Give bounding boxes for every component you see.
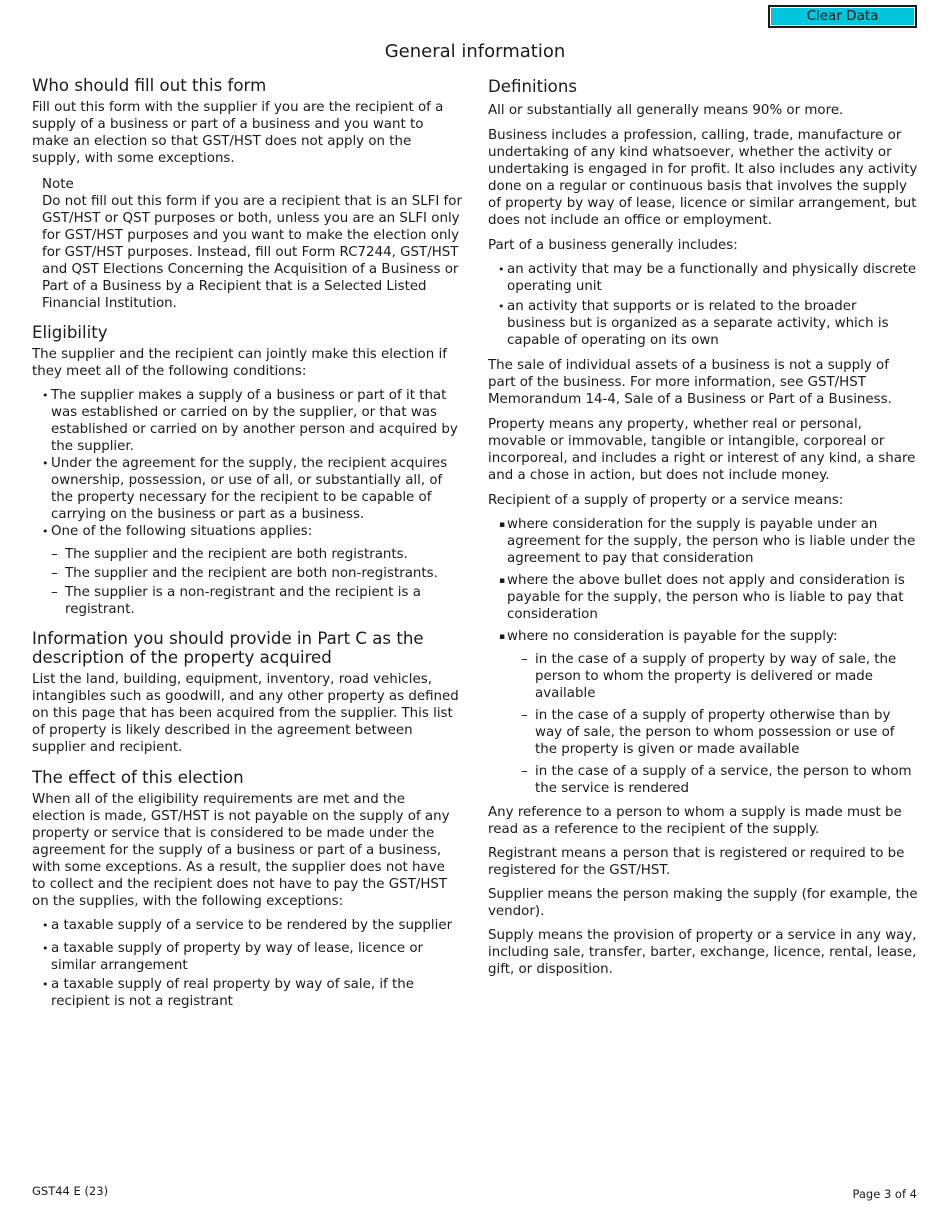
who-heading: Who should fill out this form xyxy=(32,76,267,95)
info-heading: Information you should provide in Part C as the description of the property acquired xyxy=(32,629,424,667)
effect-text: When all of the eligibility requirements are met and the election is made, GST/HST is not payable on the supply of any property or service that is considered to be made under the agreement for the supply of a business or part of a business, with some exceptions. As a result, the supplier does not have to collect and the recipient does not have to pay the GST/HST on the supplies, with the following exceptions: xyxy=(32,792,450,909)
def-part-intro: Part of a business generally includes: xyxy=(488,238,738,253)
list-item: • a taxable supply of real property by way of sale, if the recipient is not a registrant xyxy=(32,976,462,1010)
sale-text: The sale of individual assets of a business is not a supply of part of the business. For more information, see GST/HST Memorandum 14-4, Sale of a Business or Part of a Business. xyxy=(488,358,892,407)
note-box xyxy=(32,176,462,312)
eligibility-heading: Eligibility xyxy=(32,323,108,342)
part-list xyxy=(488,261,918,349)
list-item: – in the case of a supply of property by way of sale, the person to whom the property is delivered or made available xyxy=(488,651,918,702)
list-item: ▪ where no consideration is payable for the supply: xyxy=(488,628,918,645)
eligibility-list xyxy=(32,387,462,540)
list-item: • an activity that supports or is related to the broader business but is organized as a separate activity, which is capable of operating on its own xyxy=(488,298,918,349)
page-number: Page 3 of 4 xyxy=(852,1187,917,1201)
list-item: • One of the following situations applies: xyxy=(32,523,462,540)
eligibility-intro: The supplier and the recipient can jointly make this election if they meet all of the following conditions: xyxy=(32,347,447,379)
note-label: Note xyxy=(42,177,74,192)
left-column xyxy=(32,74,462,1010)
exceptions-list xyxy=(32,917,462,1010)
effect-heading: The effect of this election xyxy=(32,768,244,787)
list-item: ▪ where the above bullet does not apply and consideration is payable for the supply, the person who is liable to pay that consideration xyxy=(488,572,918,623)
right-column xyxy=(488,74,918,978)
list-item: – The supplier is a non-registrant and the recipient is a registrant. xyxy=(32,584,462,618)
list-item: – The supplier and the recipient are both non-registrants. xyxy=(32,565,462,582)
list-item: – in the case of a supply of a service, the person to whom the service is rendered xyxy=(488,763,918,797)
list-item: • an activity that may be a functionally and physically discrete operating unit xyxy=(488,261,918,295)
info-text: List the land, building, equipment, inventory, road vehicles, intangibles such as goodwill, and any other property as defined on this page that has been acquired from the supplier. This list of property is likely described in the agreement between supplier and recipient. xyxy=(32,672,459,755)
list-item: – in the case of a supply of property otherwise than by way of sale, the person to whom possession or use of the property is given or made available xyxy=(488,707,918,758)
def-recipient-intro: Recipient of a supply of property or a service means: xyxy=(488,493,844,508)
def-all-substantially: All or substantially all generally means 90% or more. xyxy=(488,103,844,118)
definitions-heading: Definitions xyxy=(488,77,577,96)
clear-data-button[interactable]: Clear Data xyxy=(768,5,917,28)
list-item: • Under the agreement for the supply, the recipient acquires ownership, possession, or use of all, or substantially all, of the property necessary for the recipient to be capable of carrying on the business or part as a business. xyxy=(32,455,462,523)
list-item: ▪ where consideration for the supply is payable under an agreement for the supply, the person who is liable under the agreement to pay that consideration xyxy=(488,516,918,567)
list-item: • a taxable supply of a service to be rendered by the supplier xyxy=(32,917,462,934)
def-supply: Supply means the provision of property or a service in any way, including sale, transfer, barter, exchange, licence, rental, lease, gift, or disposition. xyxy=(488,928,917,977)
situations-list xyxy=(32,546,462,618)
list-item: • a taxable supply of property by way of lease, licence or similar arrangement xyxy=(32,940,462,974)
page-title: General information xyxy=(384,41,566,62)
list-item: – The supplier and the recipient are both registrants. xyxy=(32,546,462,563)
form-id: GST44 E (23) xyxy=(32,1184,109,1198)
recipient-sublist xyxy=(488,651,918,797)
any-reference-text: Any reference to a person to whom a supply is made must be read as a reference to the recipient of the supply. xyxy=(488,805,902,837)
def-registrant: Registrant means a person that is registered or required to be registered for the GST/HST. xyxy=(488,846,905,878)
def-supplier: Supplier means the person making the supply (for example, the vendor). xyxy=(488,887,918,919)
list-item: • The supplier makes a supply of a business or part of it that was established or carried on by the supplier, or that was established or carried on by another person and acquired by the supplier. xyxy=(32,387,462,455)
who-text: Fill out this form with the supplier if you are the recipient of a supply of a business or part of a business and you want to make an election so that GST/HST does not apply on the supply, with some exceptions. xyxy=(32,100,444,166)
note-text: Do not fill out this form if you are a recipient that is an SLFI for GST/HST or QST purposes or both, unless you are an SLFI only for GST/HST purposes and you want to make the election only for GST/HST purposes. Instead, fill out Form RC7244, GST/HST and QST Elections Concerning the Acquisition of a Business or Part of a Business by a Recipient that is a Selected Listed Financial Institution. xyxy=(42,194,462,311)
def-business: Business includes a profession, calling, trade, manufacture or undertaking of any kind whatsoever, whether the activity or undertaking is engaged in for profit. It also includes any activity done on a regular or continuous basis that involves the supply of property by way of lease, licence or similar arrangement, but does not include an office or employment. xyxy=(488,128,918,228)
def-property: Property means any property, whether real or personal, movable or immovable, tangible or intangible, corporeal or incorporeal, and includes a right or interest of any kind, a share and a chose in action, but does not include money. xyxy=(488,417,916,483)
recipient-list xyxy=(488,516,918,645)
